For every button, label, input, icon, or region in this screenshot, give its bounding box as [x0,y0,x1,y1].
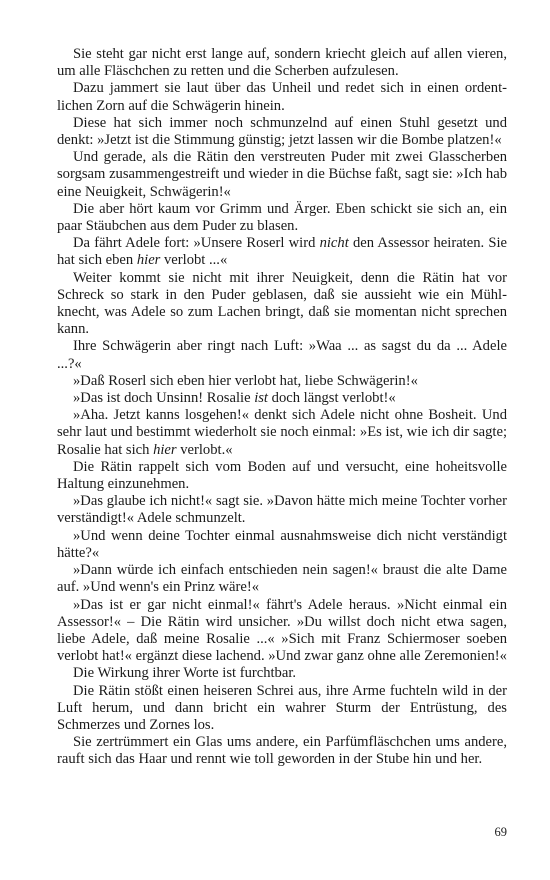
text-run: »Und wenn deine Tochter einmal ausnahmsweise dich nicht verständigt hätte?« [57,527,507,561]
italic-text: hier [153,441,177,458]
text-run: Die Rätin rappelt sich vom Boden auf und versucht, eine hoheitsvolle Haltung einzunehmen. [57,458,507,493]
text-run: Die aber hört kaum vor Grimm und Ärger. Eben schickt sie sich an, ein paar Stäubchen aus dem Puder zu blasen. [57,200,507,235]
paragraph [57,683,507,735]
text-run: den Assessor heiraten. Sie hat sich eben [57,235,507,269]
paragraph [57,80,507,114]
italic-text: hier [136,252,161,269]
paragraph [57,201,507,235]
text-run: Diese hat sich immer noch schmunzelnd auf einen Stuhl gesetzt und denkt: »Jetzt ist die Stimmung günstig; jetzt lassen wir die Bombe platzen!« [57,114,507,149]
paragraph [57,734,507,768]
paragraph [57,562,507,596]
text-run: verlobt ...« [160,252,228,269]
text-run: Und gerade, als die Rätin den verstreuten Puder mit zwei Glasscherben sorgsam zusammengestreift und wieder in die Büchse faßt, sagt sie: »Ich hab eine Neuigkeit, Schwägerin!« [57,149,507,200]
paragraph [57,338,507,372]
paragraph [57,390,507,407]
page-number: 69 [494,825,507,839]
text-run: Sie zertrümmert ein Glas ums andere, ein Parfümfläschchen ums andere, rauft sich das Haar und rennt wie toll geworden in der Stube hin und her. [57,734,507,768]
text-run: Ihre Schwägerin aber ringt nach Luft: »Waa ... as sagst du da ... Adele ...?« [57,338,507,372]
text-run: verlobt.« [176,441,233,458]
paragraph [57,270,507,339]
paragraph [57,493,507,527]
text-run: doch längst verlobt!« [268,390,396,407]
italic-text: nicht [319,235,349,252]
text-run: »Daß Roserl sich eben hier verlobt hat, liebe Schwägerin!« [73,372,418,389]
text-run: »Aha. Jetzt kanns losgehen!« denkt sich Adele nicht ohne Bosheit. Und sehr laut und bestimmt wiederholt sie noch einmal: »Es ist, wie ich dir sagte; Rosalie hat sich [57,407,507,458]
paragraph [57,665,507,682]
paragraph [57,46,507,80]
text-run: Die Wirkung ihrer Worte ist furchtbar. [73,665,297,682]
paragraph [57,597,507,666]
text-run: »Dann würde ich einfach entschieden nein sagen!« braust die alte Dame auf. »Und wenn's ein Prinz wäre!« [57,562,507,596]
paragraph [57,459,507,493]
italic-text: ist [254,390,268,407]
text-run: Die Rätin stößt einen heiseren Schrei aus, ihre Arme fuchteln wild in der Luft herum, und dann bricht ein wahrer Sturm der Entrüstung, des Schmerzes und Zornes los. [57,682,507,733]
text-run: Da fährt Adele fort: »Unsere Roserl wird [73,235,320,252]
body-text [57,46,507,769]
text-run: »Das glaube ich nicht!« sagt sie. »Davon hätte mich meine Tochter vorher verständigt!« Adele schmunzelt. [57,493,507,527]
paragraph [57,407,507,459]
paragraph [57,235,507,269]
paragraph [57,115,507,149]
paragraph [57,149,507,201]
paragraph [57,373,507,390]
text-run: »Das ist er gar nicht einmal!« fährt's Adele heraus. »Nicht einmal ein Assessor!« – Die Rätin wird unsicher. »Du willst doch nicht etwa sagen, liebe Adele, daß meine Rosalie ...« »Sich mit Franz Schiermoser soeben verlobt hat!« ergänzt diese lachend. »Und zwar ganz ohne alle Zeremonien!« [57,596,507,665]
text-run: »Das ist doch Unsinn! Rosalie [73,390,255,407]
text-run: Sie steht gar nicht erst lange auf, sondern kriecht gleich auf allen vieren, um alle Fläschchen zu retten und die Scherben aufzulesen. [57,46,507,80]
text-run: Dazu jammert sie laut über das Unheil und redet sich in einen ordentlichen Zorn auf die Schwägerin hinein. [57,80,507,114]
paragraph [57,528,507,562]
text-run: Weiter kommt sie nicht mit ihrer Neuigkeit, denn die Rätin hat vor Schreck so stark in den Puder geblasen, daß sie aussieht wie ein Mühlknecht, was Adele so zum Lachen bringt, daß sie momentan nicht sprechen kann. [57,269,507,338]
